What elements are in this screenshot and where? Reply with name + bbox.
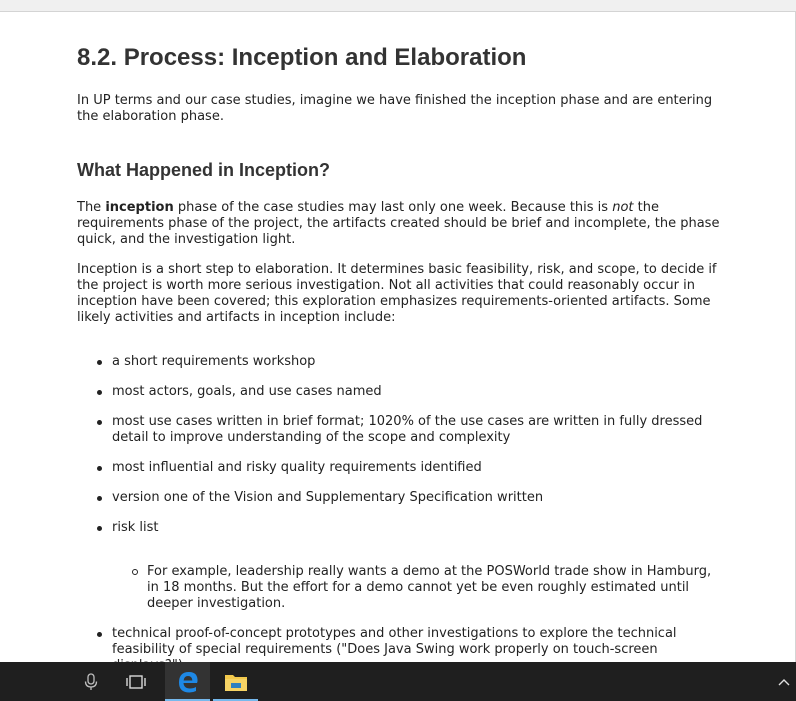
- sublist-item-text: For example, leadership really wants a demo at the POSWorld trade show in Hamburg, in 18 months. But the effort for a demo cannot yet be even roughly estimated until deeper investigation.: [147, 564, 712, 611]
- list-item: [77, 384, 722, 400]
- chevron-up-icon[interactable]: [772, 662, 796, 701]
- inception-summary-paragraph: Inception is a short step to elaboration. It determines basic feasibility, risk, and scope, to decide if the project is worth more serious investigation. Not all activities that could reasonably occur in inception have been covered; this exploration emphasizes requirements-oriented artifacts. Some likely activities and artifacts in inception include:: [77, 262, 717, 325]
- para1-middle: phase of the case studies may last only one week. Because this is: [173, 200, 613, 215]
- para1-bold-term: inception: [105, 200, 174, 215]
- list-item: [77, 520, 722, 612]
- edge-icon[interactable]: [165, 662, 210, 701]
- task-view-icon[interactable]: [117, 662, 155, 701]
- list-item-text: most actors, goals, and use cases named: [112, 384, 382, 399]
- file-explorer-icon[interactable]: [213, 662, 258, 701]
- list-item: [77, 354, 722, 370]
- para1-italic-term: not: [612, 200, 634, 215]
- list-item-text: a short requirements workshop: [112, 354, 316, 369]
- list-item-text: most influential and risky quality requirements identified: [112, 460, 482, 475]
- section-heading: What Happened in Inception?: [77, 160, 330, 180]
- list-item-text: most use cases written in brief format; 1020% of the use cases are written in fully dressed detail to improve understanding of the scope and complexity: [112, 414, 703, 445]
- activities-list: [77, 354, 722, 688]
- list-item: [77, 414, 722, 446]
- para1-before: The: [77, 200, 106, 215]
- inception-paragraph: [77, 200, 722, 248]
- sublist-item: [112, 564, 722, 612]
- risk-sublist: [112, 564, 722, 612]
- taskbar: [0, 662, 796, 701]
- intro-paragraph: In UP terms and our case studies, imagine we have finished the inception phase and are entering the elaboration phase.: [77, 93, 713, 124]
- list-item: [77, 490, 722, 506]
- para1-after: the requirements phase of the project, the artifacts created should be brief and incomplete, the phase quick, and the investigation light.: [77, 200, 720, 247]
- list-item-text: technical proof-of-concept prototypes and other investigations to explore the technical feasibility of special requirements ("Does Java Swing work properly on touch-screen: [112, 626, 677, 657]
- page-title: 8.2. Process: Inception and Elaboration: [77, 44, 527, 71]
- list-item-text: risk list: [112, 520, 159, 535]
- microphone-icon[interactable]: [72, 662, 110, 701]
- window-top-edge: [0, 0, 796, 12]
- list-item: [77, 460, 722, 476]
- list-item-text: version one of the Vision and Supplementary Specification written: [112, 490, 544, 505]
- document-page: [0, 12, 796, 662]
